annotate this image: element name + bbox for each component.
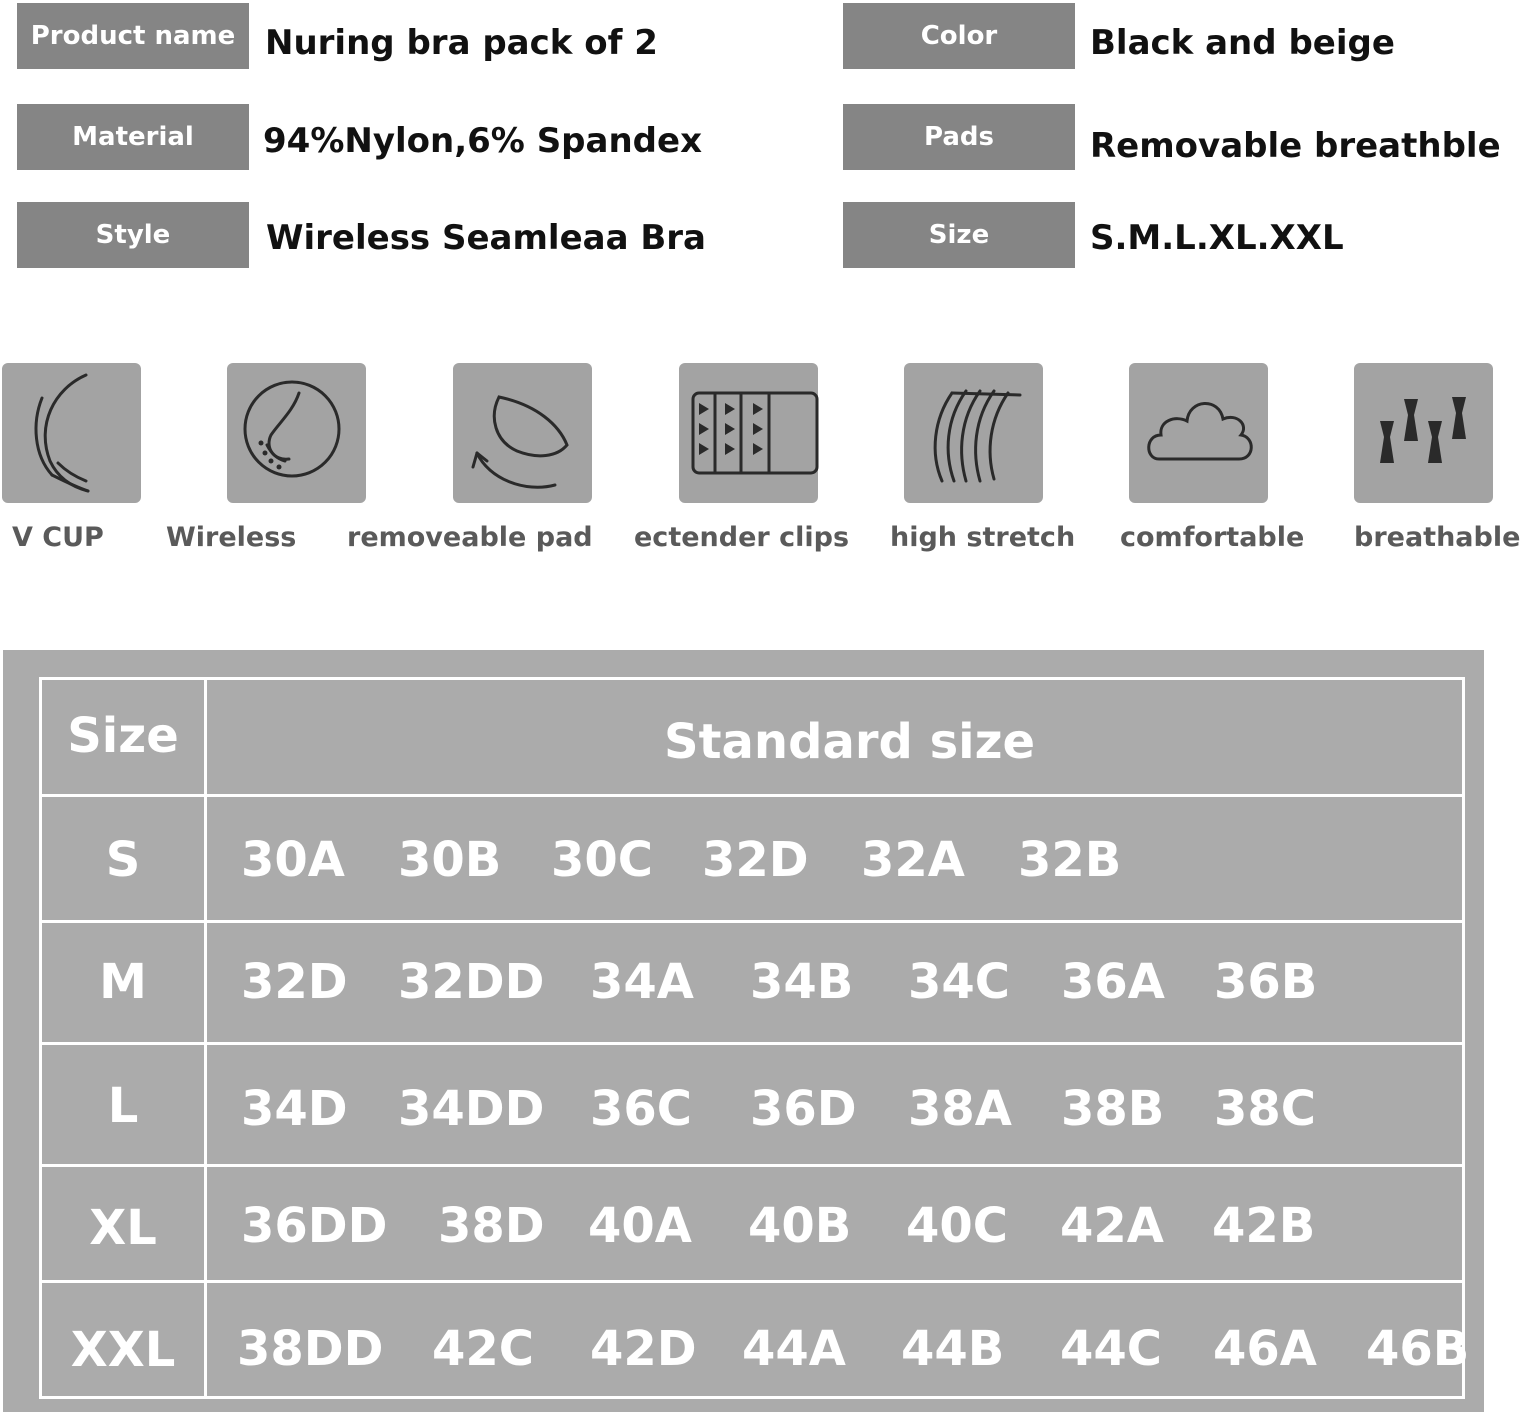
size-label-xl: XL	[89, 1200, 157, 1256]
table-cell: 42D	[590, 1321, 697, 1377]
removable-pad-icon	[453, 363, 592, 503]
table-cell: 36C	[590, 1081, 693, 1137]
extender-clips-icon	[679, 363, 818, 503]
spec-color-value: Black and beige	[1090, 23, 1395, 63]
table-cell: 34C	[908, 954, 1011, 1010]
table-row-divider	[39, 1280, 1465, 1283]
size-label-xxl: XXL	[70, 1322, 176, 1378]
table-cell: 40B	[748, 1198, 852, 1254]
spec-pads-value: Removable breathble	[1090, 126, 1501, 166]
table-cell: 32B	[1018, 832, 1122, 888]
size-column-header: Size	[67, 708, 179, 764]
feature-label-v-cup: V CUP	[12, 522, 104, 553]
size-table	[39, 677, 1465, 1399]
spec-color-label: Color	[843, 3, 1075, 69]
table-cell: 36A	[1061, 954, 1165, 1010]
table-cell: 34B	[750, 954, 854, 1010]
table-cell: 44C	[1060, 1321, 1163, 1377]
table-row-divider	[39, 794, 1465, 797]
table-cell: 46A	[1213, 1321, 1317, 1377]
table-row-divider	[39, 1164, 1465, 1167]
table-cell: 44B	[901, 1321, 1005, 1377]
feature-label-removable-pad: removeable pad	[347, 522, 593, 553]
size-label-s: S	[105, 832, 141, 888]
spec-style-label: Style	[17, 202, 249, 268]
table-cell: 40A	[588, 1198, 692, 1254]
table-cell: 36DD	[241, 1198, 388, 1254]
table-cell: 46B	[1366, 1321, 1470, 1377]
table-row-divider	[39, 920, 1465, 923]
table-cell: 38B	[1061, 1081, 1165, 1137]
spec-product-name-label: Product name	[17, 3, 249, 69]
table-cell: 44A	[742, 1321, 846, 1377]
size-label-m: M	[99, 954, 147, 1010]
table-cell: 30C	[551, 832, 654, 888]
spec-pads-label: Pads	[843, 104, 1075, 170]
standard-size-header: Standard size	[664, 714, 1036, 770]
table-cell: 34D	[241, 1081, 348, 1137]
table-cell: 42B	[1212, 1198, 1316, 1254]
feature-label-comfortable: comfortable	[1120, 522, 1305, 553]
size-label-l: L	[107, 1078, 139, 1134]
spec-material-value: 94%Nylon,6% Spandex	[263, 121, 702, 161]
feature-label-breathable: breathable	[1354, 522, 1520, 553]
breathable-icon	[1354, 363, 1493, 503]
table-row-divider	[39, 1042, 1465, 1045]
size-table-column-divider	[204, 677, 207, 1399]
spec-product-name-value: Nuring bra pack of 2	[265, 23, 658, 63]
table-cell: 32DD	[398, 954, 545, 1010]
table-cell: 32D	[702, 832, 809, 888]
table-cell: 32D	[241, 954, 348, 1010]
table-cell: 42C	[432, 1321, 535, 1377]
table-cell: 34A	[590, 954, 694, 1010]
table-cell: 36D	[750, 1081, 857, 1137]
table-cell: 30A	[241, 832, 345, 888]
spec-style-value: Wireless Seamleaa Bra	[266, 218, 706, 258]
spec-material-label: Material	[17, 104, 249, 170]
spec-size-value: S.M.L.XL.XXL	[1090, 218, 1344, 258]
feature-label-extender-clips: ectender clips	[634, 522, 850, 553]
table-cell: 38DD	[237, 1321, 384, 1377]
cloud-icon	[1129, 363, 1268, 503]
high-stretch-icon	[904, 363, 1043, 503]
table-cell: 30B	[398, 832, 502, 888]
table-cell: 38D	[438, 1198, 545, 1254]
table-cell: 32A	[861, 832, 965, 888]
wireless-icon	[227, 363, 366, 503]
spec-size-label: Size	[843, 202, 1075, 268]
table-cell: 38C	[1214, 1081, 1317, 1137]
feature-label-high-stretch: high stretch	[890, 522, 1076, 553]
feature-label-wireless: Wireless	[166, 522, 297, 553]
table-cell: 38A	[908, 1081, 1012, 1137]
table-cell: 36B	[1214, 954, 1318, 1010]
table-cell: 34DD	[398, 1081, 545, 1137]
v-cup-icon	[2, 363, 141, 503]
table-cell: 42A	[1060, 1198, 1164, 1254]
table-cell: 40C	[906, 1198, 1009, 1254]
